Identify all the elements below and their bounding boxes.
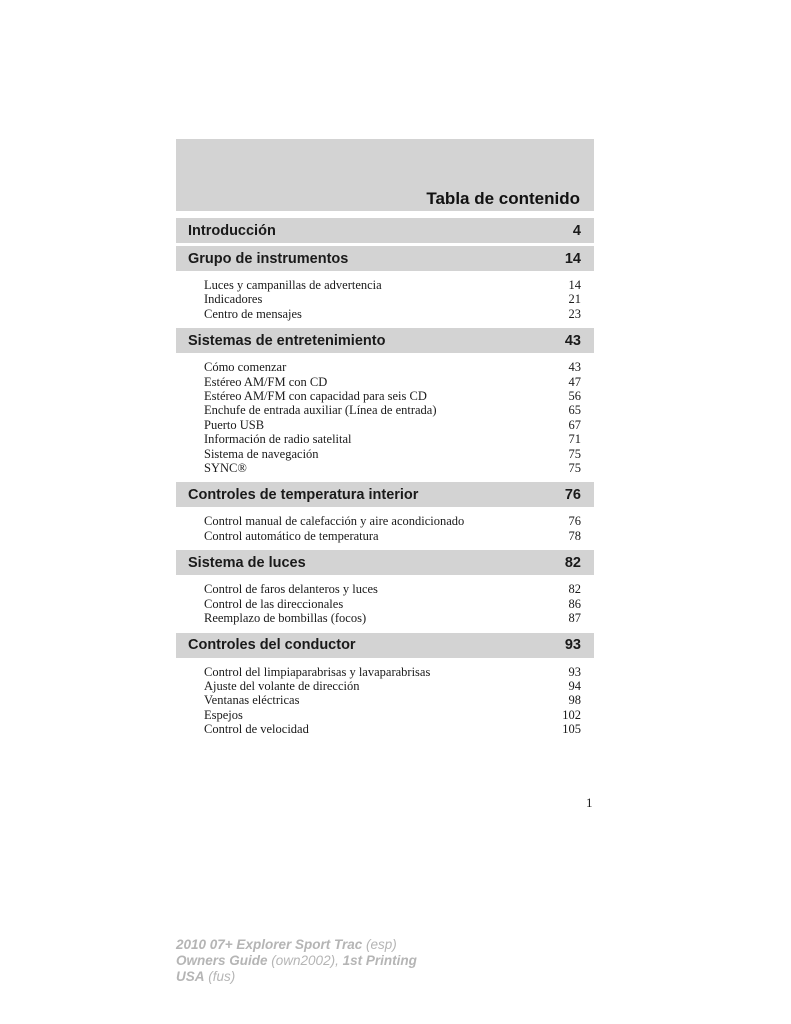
entry-page: 86 [568,596,581,611]
table-of-contents [176,218,594,744]
toc-section [176,633,594,741]
entry-label: Control de las direccionales [204,596,344,611]
footer [176,937,417,985]
entry-page: 56 [568,389,581,404]
section-heading [176,246,594,271]
toc-entry [204,582,581,596]
entry-label: Control de faros delanteros y luces [204,582,378,597]
entry-page: 71 [568,432,581,447]
toc-entry [204,529,581,543]
entry-label: Enchufe de entrada auxiliar (Línea de entrada) [204,403,437,418]
toc-entry [204,360,581,374]
toc-entry [204,514,581,528]
toc-entry [204,665,581,679]
section-title: Sistema de luces [188,554,306,571]
toc-header [176,139,594,211]
entry-page: 82 [568,582,581,597]
entry-list [176,575,594,629]
footer-line-1: 2010 07+ Explorer Sport Trac (esp) [176,937,397,952]
section-heading [176,482,594,507]
entry-page: 21 [568,292,581,307]
entry-label: Control de velocidad [204,722,309,737]
toc-section [176,482,594,547]
toc-entry [204,693,581,707]
toc-entry [204,722,581,736]
entry-page: 102 [562,707,581,722]
entry-page: 43 [568,360,581,375]
entry-label: Ventanas eléctricas [204,693,300,708]
entry-label: Luces y campanillas de advertencia [204,278,382,292]
section-page: 76 [564,486,581,503]
toc-entry [204,447,581,461]
entry-label: Control manual de calefacción y aire acondicionado [204,514,465,529]
entry-label: Indicadores [204,292,263,307]
toc-entry [204,708,581,722]
toc-entry [204,307,581,321]
entry-label: Información de radio satelital [204,432,352,447]
section-title: Introducción [188,222,276,239]
toc-entry [204,611,581,625]
toc-entry [204,403,581,417]
toc-entry [204,432,581,446]
section-heading [176,328,594,353]
section-page: 4 [572,222,581,239]
entry-label: Ajuste del volante de dirección [204,678,360,693]
entry-page: 23 [568,306,581,321]
entry-list [176,658,594,741]
section-page: 14 [564,250,581,267]
toc-section [176,550,594,629]
entry-page: 105 [562,722,581,737]
section-heading [176,218,594,243]
entry-label: Espejos [204,707,243,722]
page-title: Tabla de contenido [426,189,580,208]
section-heading [176,633,594,658]
toc-entry [204,679,581,693]
entry-page: 76 [568,514,581,529]
toc-section [176,328,594,479]
entry-page: 94 [568,678,581,693]
section-page: 82 [564,554,581,571]
entry-label: Centro de mensajes [204,306,302,321]
section-title: Controles del conductor [188,637,356,653]
entry-label: Estéreo AM/FM con capacidad para seis CD [204,389,427,404]
entry-label: Control automático de temperatura [204,528,379,543]
section-title: Controles de temperatura interior [188,486,419,503]
entry-label: Control del limpiaparabrisas y lavaparabrisas [204,664,431,679]
entry-list [176,271,594,325]
page-number: 1 [586,795,593,810]
entry-page: 98 [568,693,581,708]
footer-line-3: USA (fus) [176,969,236,984]
entry-page: 47 [568,374,581,389]
footer-line-2: Owners Guide (own2002), 1st Printing [176,953,417,968]
section-title: Sistemas de entretenimiento [188,332,386,349]
section-page: 93 [564,637,581,653]
section-heading [176,550,594,575]
section-page: 43 [564,332,581,349]
entry-label: Cómo comenzar [204,360,287,375]
toc-section [176,246,594,325]
toc-entry [204,461,581,475]
toc-section [176,218,594,243]
entry-label: Estéreo AM/FM con CD [204,374,328,389]
entry-page: 75 [568,446,581,461]
toc-entry [204,375,581,389]
entry-label: Sistema de navegación [204,446,319,461]
entry-list [176,507,594,547]
entry-page: 87 [568,611,581,626]
toc-entry [204,597,581,611]
entry-page: 67 [568,417,581,432]
toc-entry [204,418,581,432]
entry-label: Reemplazo de bombillas (focos) [204,611,367,626]
toc-entry [204,292,581,306]
toc-entry [204,278,581,292]
entry-label: Puerto USB [204,417,265,432]
entry-label: SYNC® [204,461,247,476]
toc-entry [204,389,581,403]
entry-page: 78 [568,528,581,543]
section-title: Grupo de instrumentos [188,250,349,267]
entry-page: 93 [568,664,581,679]
entry-list [176,353,594,479]
entry-page: 75 [568,461,581,476]
entry-page: 14 [568,278,581,292]
entry-page: 65 [568,403,581,418]
